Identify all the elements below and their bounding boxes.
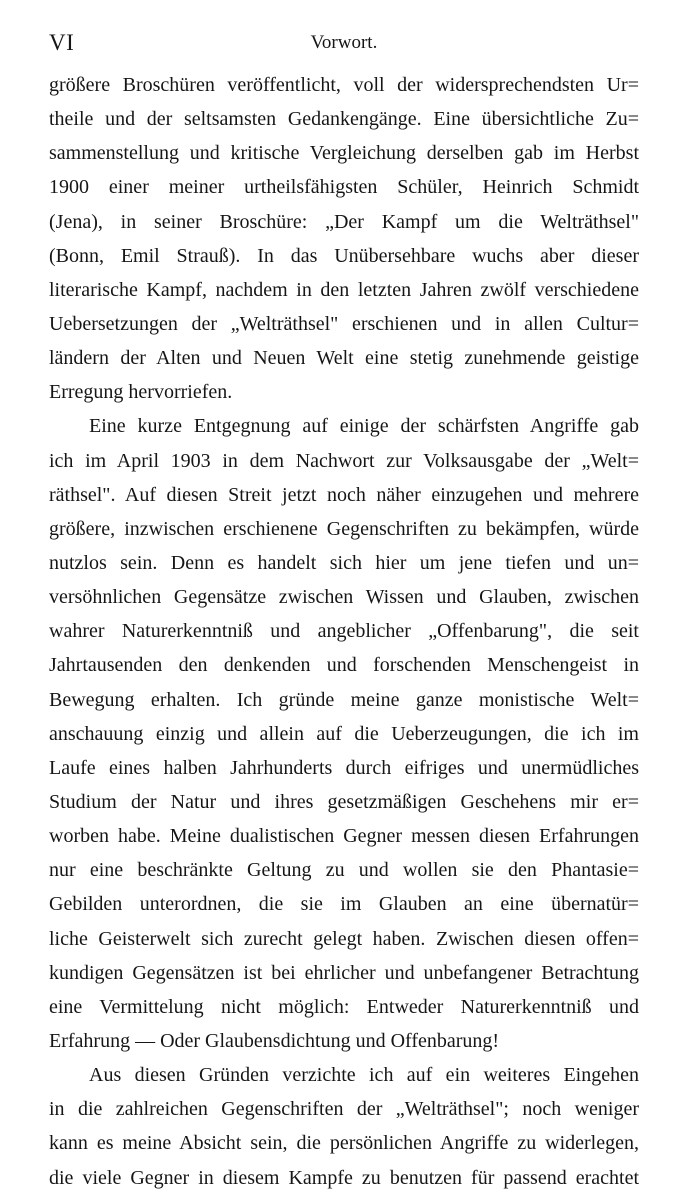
body-text bbox=[49, 68, 639, 1195]
text-line: Gebilden unterordnen, die sie im Glauben an eine übernatür= bbox=[49, 893, 639, 916]
paragraph-start-line: Aus diesen Gründen verzichte ich auf ein weiteres Eingehen bbox=[89, 1064, 639, 1087]
text-line: Bewegung erhalten. Ich gründe meine ganze monistische Welt= bbox=[49, 688, 639, 711]
text-line: in die zahlreichen Gegenschriften der „Welträthsel"; noch weniger bbox=[49, 1098, 639, 1121]
text-line: 1900 einer meiner urtheilsfähigsten Schüler, Heinrich Schmidt bbox=[49, 176, 639, 199]
text-line: größere, inzwischen erschienene Gegenschriften zu bekämpfen, würde bbox=[49, 517, 639, 540]
text-line: eine Vermittelung nicht möglich: Entweder Naturerkenntniß und bbox=[49, 995, 639, 1018]
text-line: versöhnlichen Gegensätze zwischen Wissen und Glauben, zwischen bbox=[49, 586, 639, 609]
text-line: Studium der Natur und ihres gesetzmäßigen Geschehens mir er= bbox=[49, 790, 639, 813]
text-line: literarische Kampf, nachdem in den letzten Jahren zwölf verschiedene bbox=[49, 278, 639, 301]
text-line: Jahrtausenden den denkenden und forschenden Menschengeist in bbox=[49, 654, 639, 677]
text-line: größere Broschüren veröffentlicht, voll der widersprechendsten Ur= bbox=[49, 74, 639, 96]
text-line: Uebersetzungen der „Welträthsel" erschienen und in allen Cultur= bbox=[49, 312, 639, 335]
text-line: (Bonn, Emil Strauß). In das Unübersehbare wuchs aber dieser bbox=[49, 244, 639, 267]
text-line: kann es meine Absicht sein, die persönlichen Angriffe zu widerlegen, bbox=[49, 1132, 639, 1155]
text-line: räthsel". Auf diesen Streit jetzt noch näher einzugehen und mehrere bbox=[49, 483, 639, 506]
page-number: VI bbox=[49, 30, 75, 55]
text-line: kundigen Gegensätzen ist bei ehrlicher und unbefangener Betrachtung bbox=[49, 961, 639, 984]
text-line: theile und der seltsamsten Gedankengänge. Eine übersichtliche Zu= bbox=[49, 108, 639, 131]
text-line: nur eine beschränkte Geltung zu und wollen sie den Phantasie= bbox=[49, 859, 639, 882]
text-line: nutzlos sein. Denn es handelt sich hier um jene tiefen und un= bbox=[49, 551, 639, 574]
text-line: ländern der Alten und Neuen Welt eine stetig zunehmende geistige bbox=[49, 347, 639, 370]
text-line: anschauung einzig und allein auf die Ueberzeugungen, die ich im bbox=[49, 722, 639, 745]
paragraph-end-line: Erfahrung — Oder Glaubensdichtung und Offenbarung! bbox=[49, 1029, 500, 1052]
text-line: liche Geisterwelt sich zurecht gelegt haben. Zwischen diesen offen= bbox=[49, 927, 639, 950]
text-line: wahrer Naturerkenntniß und angeblicher „Offenbarung", die seit bbox=[49, 620, 639, 643]
running-head: Vorwort. bbox=[310, 32, 378, 53]
text-line: die viele Gegner in diesem Kampfe zu benutzen für passend erachtet bbox=[49, 1166, 639, 1189]
page-header bbox=[49, 30, 639, 60]
text-line: (Jena), in seiner Broschüre: „Der Kampf um die Welträthsel" bbox=[49, 210, 639, 233]
paragraph-start-line: Eine kurze Entgegnung auf einige der schärfsten Angriffe gab bbox=[89, 415, 639, 438]
paragraph-end-line: Erregung hervorriefen. bbox=[49, 381, 233, 404]
text-line: Laufe eines halben Jahrhunderts durch eifriges und unermüdliches bbox=[49, 756, 639, 779]
text-line: sammenstellung und kritische Vergleichung derselben gab im Herbst bbox=[49, 142, 639, 165]
text-line: worben habe. Meine dualistischen Gegner messen diesen Erfahrungen bbox=[49, 825, 639, 848]
text-line: ich im April 1903 in dem Nachwort zur Volksausgabe der „Welt= bbox=[49, 449, 639, 472]
